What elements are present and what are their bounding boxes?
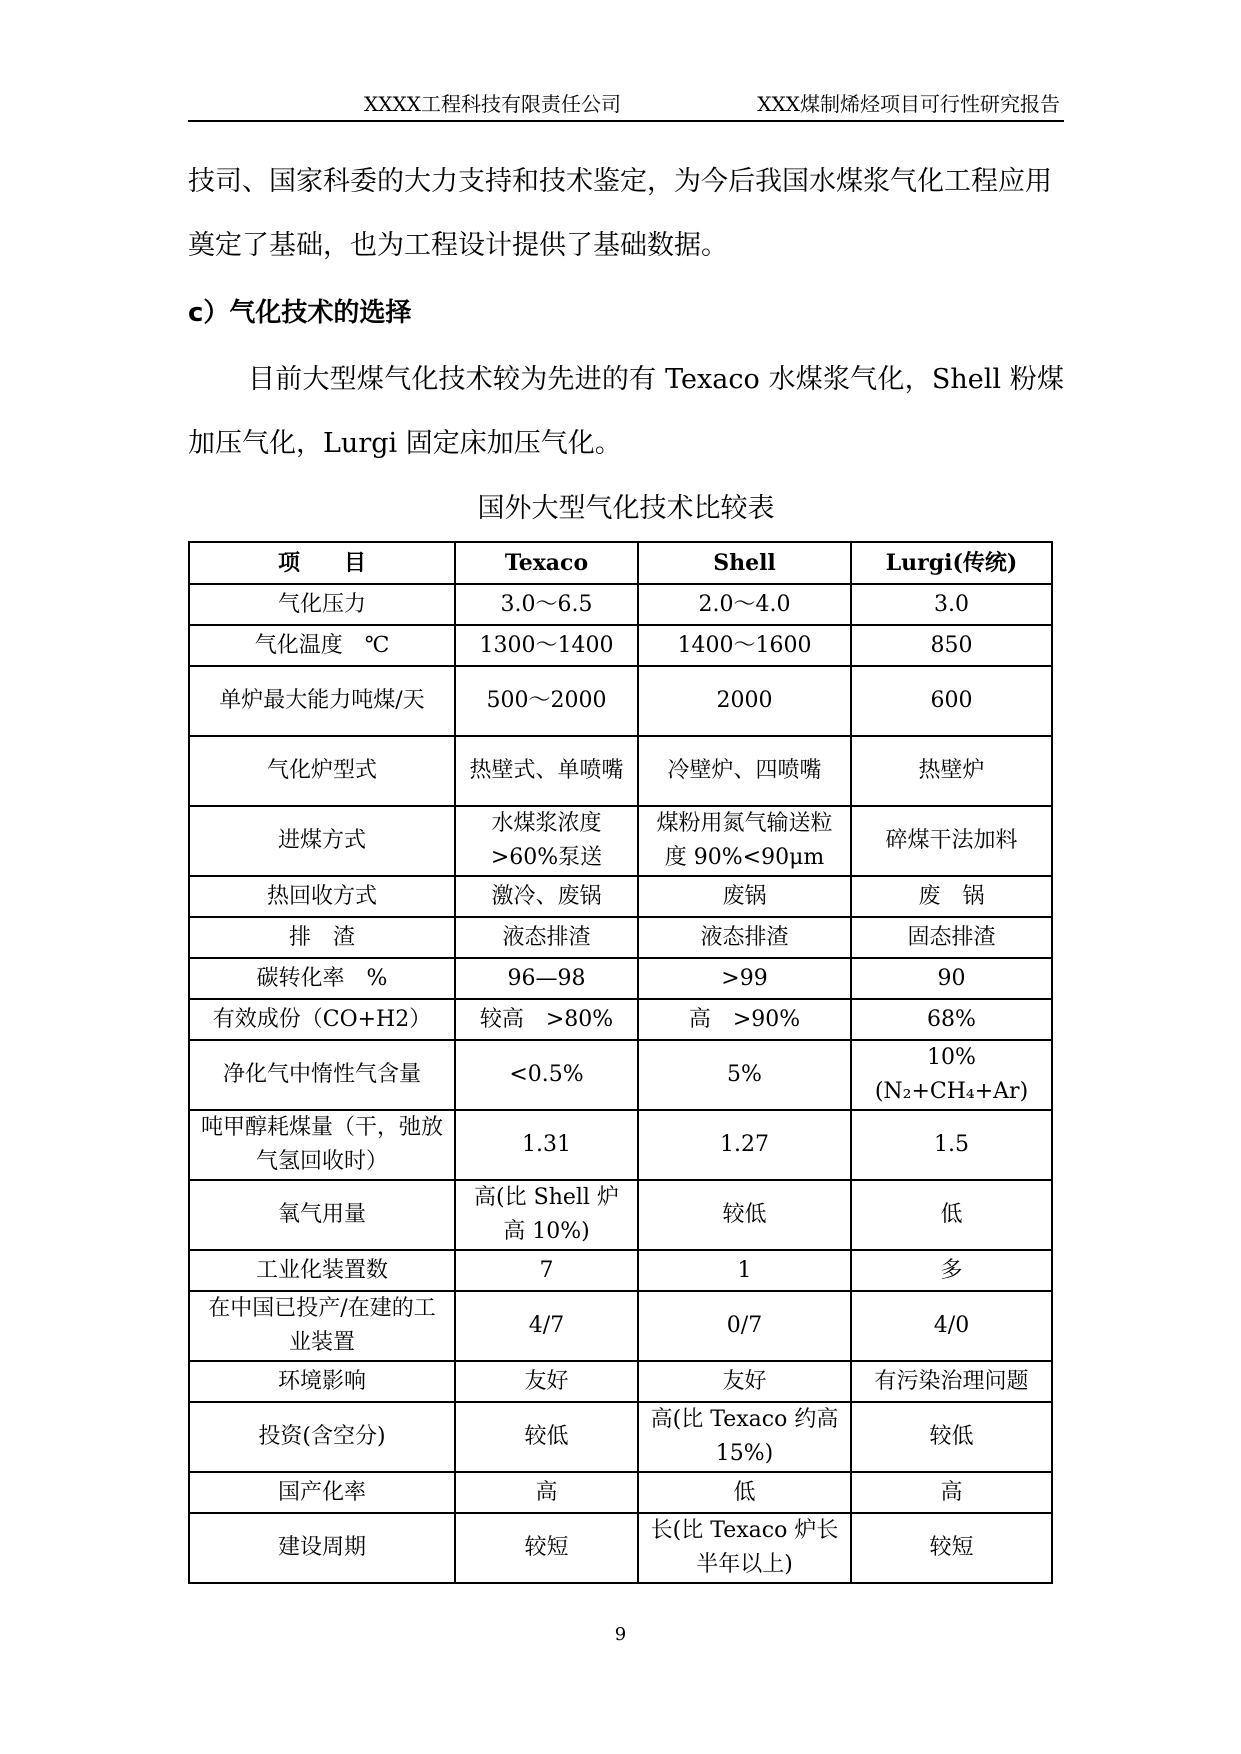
table-cell: 气化压力 (189, 584, 455, 625)
header-report-title: XXX煤制烯烃项目可行性研究报告 (757, 92, 1060, 116)
table-cell: 水煤浆浓度>60%泵送 (455, 806, 638, 876)
table-cell: 3.0 (851, 584, 1052, 625)
table-cell: 固态排渣 (851, 917, 1052, 958)
table-cell: 激冷、废锅 (455, 876, 638, 917)
table-cell: 碳转化率 % (189, 958, 455, 999)
table-cell: 较短 (851, 1513, 1052, 1583)
table-cell: 96—98 (455, 958, 638, 999)
table-cell: 较低 (638, 1180, 851, 1250)
table-cell: 友好 (638, 1361, 851, 1402)
table-cell: 排 渣 (189, 917, 455, 958)
table-cell: 气化炉型式 (189, 736, 455, 806)
table-cell: 4/0 (851, 1291, 1052, 1361)
table-cell: 冷壁炉、四喷嘴 (638, 736, 851, 806)
table-cell: 建设周期 (189, 1513, 455, 1583)
table-cell: 90 (851, 958, 1052, 999)
table-cell: 10%(N₂+CH₄+Ar) (851, 1040, 1052, 1110)
table-cell: 热壁炉 (851, 736, 1052, 806)
table-row (189, 1291, 1052, 1361)
header-lurgi: Lurgi(传统) (851, 542, 1052, 584)
table-cell: 2000 (638, 666, 851, 736)
table-cell: 单炉最大能力吨煤/天 (189, 666, 455, 736)
table-cell: 液态排渣 (638, 917, 851, 958)
table-cell: 环境影响 (189, 1361, 455, 1402)
table-cell: 废锅 (638, 876, 851, 917)
table-cell: >99 (638, 958, 851, 999)
table-cell: 进煤方式 (189, 806, 455, 876)
table-cell: 1.27 (638, 1110, 851, 1180)
table-cell: 较高 >80% (455, 999, 638, 1040)
table-row (189, 1513, 1052, 1583)
table-cell: 废 锅 (851, 876, 1052, 917)
table-row (189, 1361, 1052, 1402)
table-cell: 氧气用量 (189, 1180, 455, 1250)
page-header (188, 82, 1064, 122)
header-item: 项 目 (189, 542, 455, 584)
table-cell: 高 (455, 1472, 638, 1513)
table-cell: 高(比 Shell 炉高 10%) (455, 1180, 638, 1250)
table-row (189, 917, 1052, 958)
table-cell: 5% (638, 1040, 851, 1110)
table-row (189, 876, 1052, 917)
paragraph-2: 目前大型煤气化技术较为先进的有 Texaco 水煤浆气化，Shell 粉煤加压气化，Lurgi 固定床加压气化。 (188, 364, 1064, 459)
table-cell: 液态排渣 (455, 917, 638, 958)
table-row (189, 1110, 1052, 1180)
table-cell: 热回收方式 (189, 876, 455, 917)
table-caption: 国外大型气化技术比较表 (477, 493, 775, 524)
table-cell: 1300～1400 (455, 625, 638, 666)
table-cell: 有污染治理问题 (851, 1361, 1052, 1402)
comparison-table (188, 541, 1053, 1584)
table-cell: 高(比 Texaco 约高 15%) (638, 1402, 851, 1472)
table-row (189, 958, 1052, 999)
table-cell: 0/7 (638, 1291, 851, 1361)
table-cell: 1 (638, 1250, 851, 1291)
table-row (189, 666, 1052, 736)
table-cell: 低 (638, 1472, 851, 1513)
table-row (189, 1250, 1052, 1291)
table-cell: 较短 (455, 1513, 638, 1583)
header-texaco: Texaco (455, 542, 638, 584)
table-row (189, 736, 1052, 806)
table-row (189, 1402, 1052, 1472)
table-cell: 较低 (455, 1402, 638, 1472)
section-title: c）气化技术的选择 (188, 298, 412, 328)
table-cell: 850 (851, 625, 1052, 666)
table-cell: 气化温度 ℃ (189, 625, 455, 666)
table-cell: 1400～1600 (638, 625, 851, 666)
table-cell: 68% (851, 999, 1052, 1040)
table-cell: 较低 (851, 1402, 1052, 1472)
table-cell: 3.0～6.5 (455, 584, 638, 625)
table-cell: 2.0～4.0 (638, 584, 851, 625)
table-cell: 高 >90% (638, 999, 851, 1040)
table-cell: 投资(含空分) (189, 1402, 455, 1472)
table-cell: 煤粉用氮气输送粒度 90%<90μm (638, 806, 851, 876)
paragraph-1: 技司、国家科委的大力支持和技术鉴定，为今后我国水煤浆气化工程应用奠定了基础，也为工程设计提供了基础数据。 (188, 166, 1052, 261)
table-cell: 工业化装置数 (189, 1250, 455, 1291)
table-row (189, 806, 1052, 876)
table-row (189, 999, 1052, 1040)
table-cell: 低 (851, 1180, 1052, 1250)
table-cell: 1.31 (455, 1110, 638, 1180)
table-cell: 长(比 Texaco 炉长半年以上) (638, 1513, 851, 1583)
table-row (189, 625, 1052, 666)
table-row (189, 1472, 1052, 1513)
table-cell: 4/7 (455, 1291, 638, 1361)
table-cell: 碎煤干法加料 (851, 806, 1052, 876)
table-cell: 500～2000 (455, 666, 638, 736)
header-shell: Shell (638, 542, 851, 584)
table-row (189, 1180, 1052, 1250)
table-cell: <0.5% (455, 1040, 638, 1110)
table-cell: 在中国已投产/在建的工业装置 (189, 1291, 455, 1361)
table-cell: 友好 (455, 1361, 638, 1402)
table-cell: 国产化率 (189, 1472, 455, 1513)
table-cell: 吨甲醇耗煤量（干，弛放气氢回收时） (189, 1110, 455, 1180)
table-cell: 1.5 (851, 1110, 1052, 1180)
table-cell: 有效成份（CO+H2） (189, 999, 455, 1040)
table-cell: 7 (455, 1250, 638, 1291)
table-cell: 高 (851, 1472, 1052, 1513)
header-company: XXXX工程科技有限责任公司 (364, 92, 621, 116)
table-cell: 热壁式、单喷嘴 (455, 736, 638, 806)
table-header-row (189, 542, 1052, 584)
table-row (189, 1040, 1052, 1110)
table-row (189, 584, 1052, 625)
table-body (189, 584, 1052, 1583)
table-cell: 600 (851, 666, 1052, 736)
table-cell: 净化气中惰性气含量 (189, 1040, 455, 1110)
table-cell: 多 (851, 1250, 1052, 1291)
page-number: 9 (614, 1624, 627, 1645)
